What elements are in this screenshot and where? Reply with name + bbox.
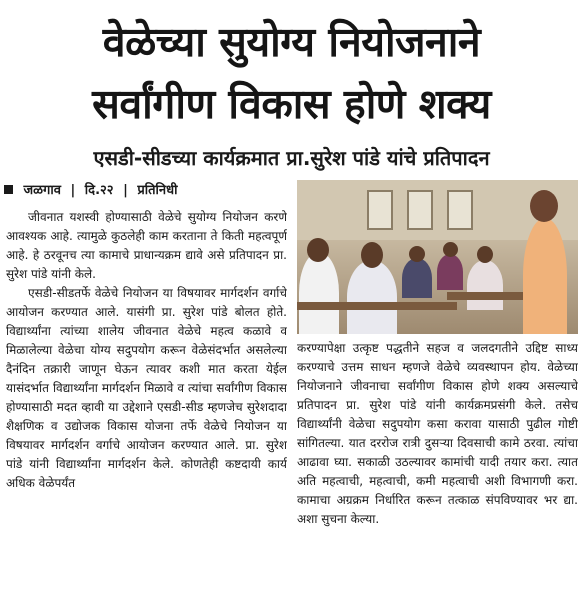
student-figure (299, 252, 339, 334)
student-figure (437, 254, 463, 290)
student-head (409, 246, 425, 262)
article-paragraph: एसडी-सीडतर्फे वेळेचे नियोजन या विषयावर मार्गदर्शन वर्गाचे आयोजन करण्यात आले. यासंगी प्रा. सुरेश पांडे बोलत होते. विद्यार्थ्यांना त्यांच्या शालेय जीवनात वेळेचे महत्व कळावे व मिळालेल्या वेळेचा योग्य सदुपयोग करून वेळेसंदर्भात असलेल्या दैनंदिन तक्रारी जाणून घेऊन त्यावर कशी मात करता येईल यासंदर्भात विद्यार्थ्यांना मार्गदर्शन मिळावे व त्यांचा सर्वांगीण विकास होण्यासाठी मदत व्हावी या उद्देशाने एसडी-सीड म्हणजेच सुरेशदादा शैक्षणिक व उद्योजक विकास योजना तर्फे वेळेचे नियोजन या विषयावर मार्गदर्शन वर्गाचे आयोजन करण्यात आले. प्रा. सुरेश पांडे यांनी विद्यार्थ्यांना मार्गदर्शन केले. कोणतेही कष्टदायी कार्य अधिक वेळेपर्यंत (6, 286, 287, 490)
student-head (361, 242, 383, 268)
photo-window (367, 190, 393, 230)
student-figure (347, 260, 397, 334)
article-paragraph: जीवनात यशस्वी होण्यासाठी वेळेचे सुयोग्य नियोजन करणे आवश्यक आहे. त्यामुळे कुठलेही काम करताना ते किती महत्वपूर्ण आहे. हे ठरवूनच त्या कामाचे प्राधान्यक्रम द्यावे असे प्रतिपादन प्रा. सुरेश पांडे यांनी केले. (6, 210, 287, 281)
student-head (443, 242, 458, 257)
dateline-separator: | (70, 183, 76, 198)
article-paragraph: करण्यापेक्षा उत्कृष्ट पद्धतीने सहज व जलदगतीने उद्दिष्ट साध्य करण्याचे उत्तम साधन म्हणजे वेळेचे व्यवस्थापन होय. वेळेच्या नियोजनाने जीवनाचा सर्वांगीण विकास होणे शक्य असल्याचे प्रतिपादन प्रा. सुरेश पांडे यांनी कार्यक्रमप्रसंगी केले. तसेच विद्यार्थ्यांनी वेळेचा सदुपयोग कसा करावा यासाठी पुढील गोष्टी सांगितल्या. यात दररोज रात्री दुसऱ्या दिवसाची कामे ठरवा. त्यांचा आढावा घ्या. सकाळी उठल्यावर कामांची यादी तयार करा. त्यात अति महत्वाची, महत्वाची, कमी महत्वाची अशी विभागणी करा. कामाचा अग्रक्रम निर्धारित करून तत्काळ संपविण्यावर भर द्या. अशा सुचना केल्या. (297, 341, 578, 526)
square-bullet-icon (4, 185, 13, 194)
dateline-date: दि.२२ (84, 183, 114, 198)
speaker-head (530, 190, 558, 222)
photo-window (447, 190, 473, 230)
dateline-separator: | (123, 183, 128, 198)
student-figure (467, 260, 503, 310)
headline-line-1: वेळेच्या सुयोग्य नियोजनाने (102, 18, 481, 66)
photo-window (407, 190, 433, 230)
student-head (477, 246, 493, 263)
headline-line-2: सर्वांगीण विकास होणे शक्य (92, 80, 491, 128)
dateline-place: जळगाव (23, 183, 61, 198)
student-figure (402, 258, 432, 298)
student-head (307, 238, 329, 262)
classroom-desk (297, 302, 457, 310)
classroom-desk (447, 292, 527, 300)
subheadline: एसडी-सीडच्या कार्यक्रमात प्रा.सुरेश पांडे यांचे प्रतिपादन (93, 146, 490, 170)
dateline-byline: प्रतिनिधी (137, 183, 178, 198)
speaker-figure (523, 218, 567, 334)
classroom-photo (297, 180, 578, 334)
article-column-right (297, 339, 578, 600)
article-column-left (6, 208, 287, 600)
dateline (4, 182, 177, 200)
